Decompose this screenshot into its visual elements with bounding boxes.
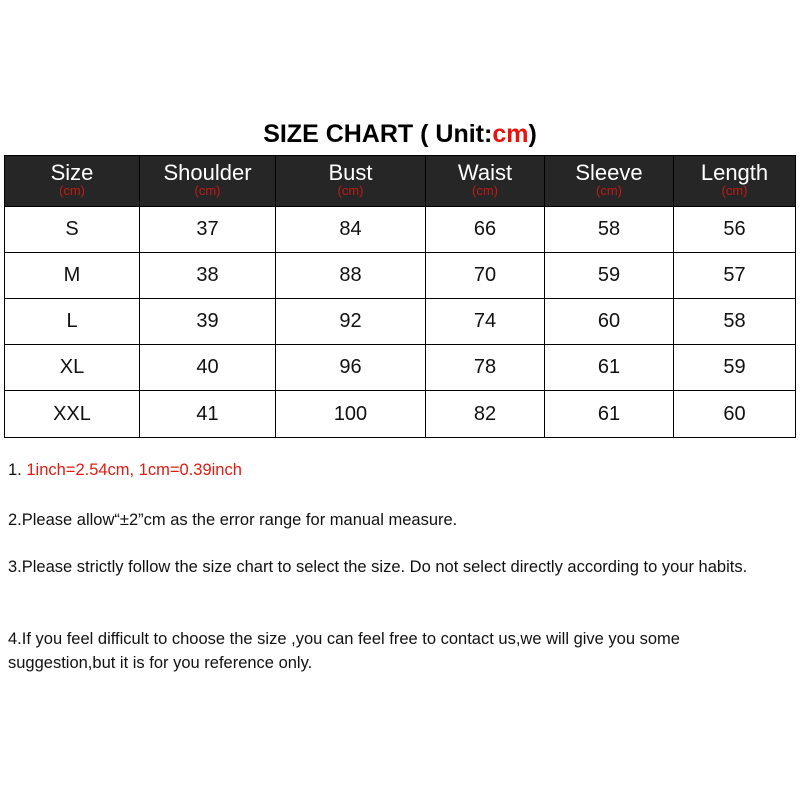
cell-waist: 70 [426, 253, 545, 299]
header-unit: (cm) [721, 183, 748, 198]
header-size [5, 156, 140, 207]
header-label: Bust [328, 160, 373, 185]
table-row [5, 207, 796, 253]
table-row [5, 345, 796, 391]
cell-shoulder: 41 [140, 391, 276, 438]
cell-size: XL [5, 345, 140, 391]
table-header-row [5, 156, 796, 207]
header-label: Sleeve [575, 160, 643, 185]
header-label: Length [700, 160, 769, 185]
note-follow-chart: 3.Please strictly follow the size chart to select the size. Do not select directly according to your habits. [8, 558, 748, 576]
cell-bust: 92 [276, 299, 426, 345]
header-label: Waist [457, 160, 513, 185]
title-unit: cm [492, 120, 529, 148]
cell-bust: 100 [276, 391, 426, 438]
cell-size: L [5, 299, 140, 345]
table-row [5, 391, 796, 438]
note-conversion [8, 458, 788, 482]
size-chart-table [4, 155, 796, 438]
note1-number: 1. [8, 461, 27, 479]
header-unit: (cm) [596, 183, 622, 198]
cell-length: 56 [674, 207, 796, 253]
header-unit: (cm) [59, 183, 85, 198]
cell-length: 58 [674, 299, 796, 345]
header-label: Size [50, 160, 94, 185]
header-length [674, 156, 796, 207]
cell-shoulder: 39 [140, 299, 276, 345]
cell-length: 57 [674, 253, 796, 299]
header-shoulder [140, 156, 276, 207]
title-suffix: ) [528, 120, 537, 148]
note1-conversion-text: 1inch=2.54cm, 1cm=0.39inch [26, 461, 242, 479]
table-row [5, 253, 796, 299]
cell-size: XXL [5, 391, 140, 438]
header-unit: (cm) [337, 183, 364, 198]
cell-bust: 84 [276, 207, 426, 253]
title-prefix: SIZE CHART ( Unit: [263, 120, 493, 148]
cell-shoulder: 37 [140, 207, 276, 253]
cell-length: 60 [674, 391, 796, 438]
cell-size: M [5, 253, 140, 299]
header-label: Shoulder [163, 160, 252, 185]
note-error-range: 2.Please allow“±2”cm as the error range for manual measure. [8, 511, 458, 529]
cell-sleeve: 58 [545, 207, 674, 253]
header-waist [426, 156, 545, 207]
cell-waist: 74 [426, 299, 545, 345]
cell-shoulder: 38 [140, 253, 276, 299]
cell-waist: 78 [426, 345, 545, 391]
cell-shoulder: 40 [140, 345, 276, 391]
header-unit: (cm) [472, 183, 498, 198]
page-title [0, 116, 800, 152]
note-contact-us: 4.If you feel difficult to choose the size ,you can feel free to contact us,we will give you some suggestion,but it is for you reference only. [8, 630, 680, 672]
cell-bust: 88 [276, 253, 426, 299]
cell-waist: 66 [426, 207, 545, 253]
cell-sleeve: 61 [545, 391, 674, 438]
cell-length: 59 [674, 345, 796, 391]
cell-bust: 96 [276, 345, 426, 391]
cell-sleeve: 61 [545, 345, 674, 391]
cell-waist: 82 [426, 391, 545, 438]
header-sleeve [545, 156, 674, 207]
cell-sleeve: 59 [545, 253, 674, 299]
header-unit: (cm) [194, 183, 221, 198]
cell-sleeve: 60 [545, 299, 674, 345]
header-bust [276, 156, 426, 207]
cell-size: S [5, 207, 140, 253]
table-row [5, 299, 796, 345]
